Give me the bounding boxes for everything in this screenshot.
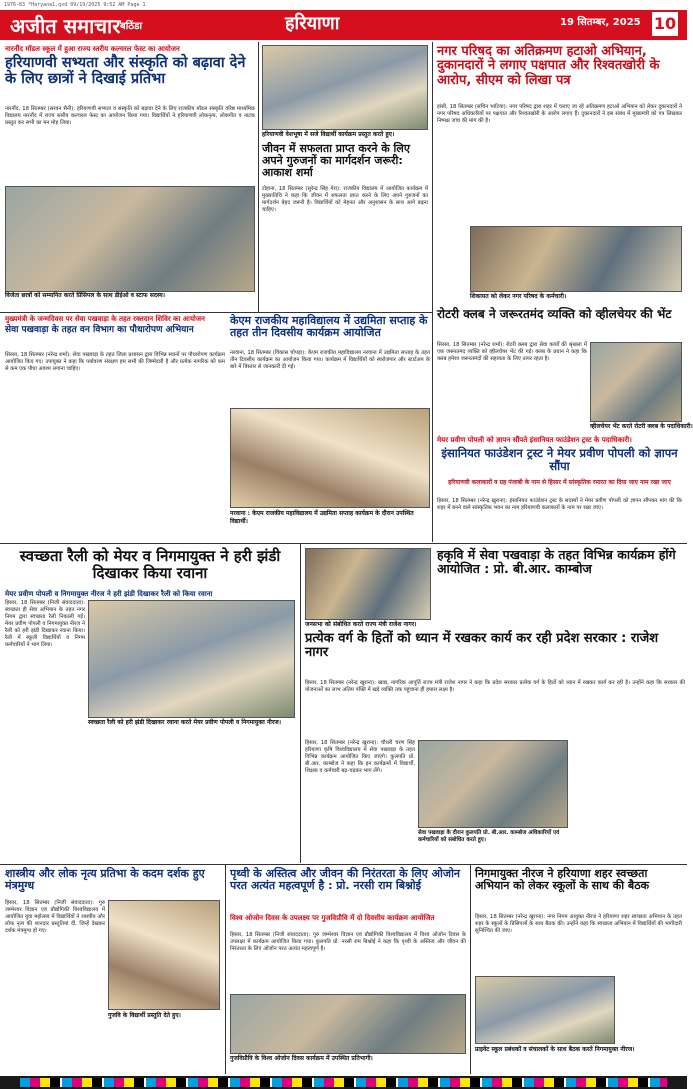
article-body: सिरसा, 18 सितम्बर (नरेन्द्र शर्मा): रोटरी क्लब द्वारा सेवा कार्यों की श्रृंखला में एक जरूरतमंद व्यक्ति को व्हीलचेयर भेंट की गई। क्लब के प्रधान ने कहा कि क्लब हमेशा जरूरतमंदों की सहायता के लिए तत्पर रहता है। — [437, 342, 587, 362]
article-body: हिसार, 18 सितम्बर (नरेन्द्र खुराना): चौधरी चरण सिंह हरियाणा कृषि विश्वविद्यालय में सेवा पखवाड़ा के तहत विभिन्न कार्यक्रम आयोजित किए जाएंगे। कुलपति प्रो. बी.आर. काम्बोज ने कहा कि इन कार्यक्रमों में विद्यार्थी, शिक्षक व कर्मचारी बढ़-चढ़कर भाग लेंगे। — [305, 740, 415, 774]
article-subhead: हरियाणवी कलाकारों व ग्रह पंजाबी के नाम से हिसार में सांस्कृतिक रमारत का दिया जाए नाम रखा जाए — [448, 479, 671, 486]
row-divider — [0, 312, 432, 313]
color-registration-marks — [20, 1078, 667, 1087]
page-number: 10 — [652, 12, 678, 36]
article-body: हिसार, 18 सितम्बर (नरेन्द्र खुराना): इंसानियत फाउंडेशन ट्रस्ट के सदस्यों ने मेयर प्रवीण पोपली को ज्ञापन सौंपकर मांग की कि शहर में बनने वाले सांस्कृतिक भवन का नाम हरियाणवी कलाकारों के नाम पर रखा जाए। — [437, 498, 682, 511]
photo-caption: गुजविप्रौवि के विश्व ओजोन दिवस कार्यक्रम में उपस्थित प्रतिभागी। — [230, 1055, 466, 1063]
article-body: हांसी, 18 सितम्बर (सचिन भाटिया): नगर परिषद द्वारा शहर में चलाए जा रहे अतिक्रमण हटाओ अभियान को लेकर दुकानदारों ने नगर परिषद अधिकारियों पर पक्षपात और रिश्वतखोरी के आरोप लगाए हैं। दुकानदारों ने इस संबंध में मुख्यमंत्री को पत्र लिखकर निष्पक्ष जांच की मांग की है। — [437, 104, 682, 124]
article-headline: नगर परिषद का अतिक्रमण हटाओ अभियान, दुकानदारों ने लगाए पक्षपात और रिश्वतखोरी के आरोप, सीएम को लिखा पत्र — [437, 44, 660, 88]
article-photo — [305, 548, 431, 620]
photo-caption: शिकायत को लेकर नगर परिषद के कर्मचारी। — [470, 293, 682, 301]
article-headline: हरियाणवी सभ्यता और संस्कृति को बढ़ावा देने के लिए छात्रों ने दिखाई प्रतिभा — [5, 55, 246, 87]
article-photo — [108, 900, 220, 1010]
article-headline: स्वच्छता रैली को मेयर व निगमायुक्त ने हरी झंडी दिखाकर किया रवाना — [19, 547, 281, 582]
article-body: नारनौंद, 18 सितम्बर (सरवन सैनी): हरियाणवी सभ्यता व संस्कृति को बढ़ावा देने के लिए राजकीय मॉडल संस्कृति वरिष्ठ माध्यमिक विद्यालय नारनौंद में राज्य स्तरीय कल्चरल फेस्ट का आयोजन किया गया। विद्यार्थियों ने हरियाणवी लोकनृत्य, लोकगीत व नाटक प्रस्तुत कर सभी का मन मोह लिया। — [5, 106, 255, 126]
article-photo — [5, 186, 255, 292]
article-body: सिरसा, 18 सितम्बर (नरेन्द्र शर्मा): सेवा पखवाड़ा के तहत जिला प्रशासन द्वारा विभिन्न स्थानों पर पौधारोपण कार्यक्रम आयोजित किए गए। उपायुक्त ने कहा कि पर्यावरण संरक्षण हम सभी की जिम्मेदारी है और प्रत्येक नागरिक को कम से कम एक पौधा अवश्य लगाना चाहिए। — [5, 352, 225, 372]
article-photo — [230, 408, 430, 508]
photo-caption: प्राइवेट स्कूल प्रबंधकों व संचालकों के साथ बैठक करते निगमायुक्त नीरज। — [475, 1046, 682, 1072]
article-body: हिसार, 18 सितम्बर (निजी संवाददाता): स्वच्छता ही सेवा अभियान के तहत नगर निगम द्वारा स्वच्छता रैली निकाली गई। मेयर प्रवीण पोपली व निगमायुक्त नीरज ने रैली को हरी झंडी दिखाकर रवाना किया। रैली में स्कूली विद्यार्थियों व निगम कर्मचारियों ने भाग लिया। — [5, 600, 85, 648]
article-headline: हकृवि में सेवा पखवाड़ा के तहत विभिन्न कार्यक्रम होंगे आयोजित : प्रो. बी.आर. काम्बोज — [437, 547, 676, 576]
article-body: हिसार, 18 सितम्बर (नरेन्द्र खुराना): नगर निगम आयुक्त नीरज ने हरियाणा शहर स्वच्छता अभियान के तहत शहर के स्कूलों के प्रिंसिपलों के साथ बैठक की। उन्होंने कहा कि स्वच्छता अभियान में विद्यार्थियों की भागीदारी सुनिश्चित की जाए। — [475, 914, 682, 934]
article-body: टोहाना, 18 सितम्बर (सुरेन्द्र सिंह गेरा): राजकीय विद्यालय में आयोजित कार्यक्रम में मुख्यातिथि ने कहा कि जीवन में सफलता प्राप्त करने के लिए अपने गुरुजनों का मार्गदर्शन बेहद जरूरी है। विद्यार्थियों को मेहनत और अनुशासन के साथ आगे बढ़ना चाहिए। — [262, 186, 428, 213]
photo-caption: सेवा पखवाड़ा के दौरान कुलपति प्रो. बी.आर. काम्बोज अधिकारियों एवं कर्मचारियों को संबोधित करते हुए। — [418, 830, 568, 854]
article-headline: सेवा पखवाड़ा के तहत वन विभाग का पौधारोपण अभियान — [5, 325, 194, 335]
photo-caption: नरवाना : केएम राजकीय महाविद्यालय में उद्यमिता सप्ताह कार्यक्रम के दौरान उपस्थित विद्यार्थी। — [230, 510, 430, 536]
article-body: हिसार, 18 सितम्बर (नरेन्द्र खुराना): खाद्य, नागरिक आपूर्ति राज्य मंत्री राजेश नागर ने कहा कि प्रदेश सरकार प्रत्येक वर्ग के हितों को ध्यान में रखकर कार्य कर रही है। उन्होंने कहा कि सरकार की योजनाओं का लाभ अंतिम पंक्ति में खड़े व्यक्ति तक पहुंचाना ही हमारा लक्ष्य है। — [305, 680, 685, 693]
article-headline: केएम राजकीय महाविद्यालय में उद्यमिता सप्ताह के तहत तीन दिवसीय कार्यक्रम आयोजित — [230, 314, 428, 340]
article-kicker: मेयर प्रवीण पोपली को ज्ञापन सौंपते इंसानियत फाउंडेशन ट्रस्ट के पदाधिकारी। — [437, 436, 632, 444]
article-kicker: मेयर प्रवीण पोपली व निगमायुक्त नीरज ने हरी झंडी दिखाकर रैली को किया रवाना — [5, 590, 213, 598]
article-kicker: नारनौंद मॉडल स्कूल में हुआ राज्य स्तरीय कल्चरल फेस्ट का आयोजन — [5, 45, 180, 53]
row-divider — [0, 543, 687, 544]
article-body: हिसार, 18 सितम्बर (निजी संवाददाता): गुरु जम्भेश्वर विज्ञान एवं प्रौद्योगिकी विश्वविद्यालय में आयोजित युवा महोत्सव में विद्यार्थियों ने शास्त्रीय और लोक नृत्य की शानदार प्रस्तुतियां दीं, जिन्हें देखकर दर्शक मंत्रमुग्ध हो गए। — [5, 900, 105, 934]
photo-caption: हरियाणवी वेशभूषा में सजे विद्यार्थी कार्यक्रम प्रस्तुत करते हुए। — [262, 131, 428, 139]
article-body: नरवाना, 18 सितम्बर (विकास चोपड़ा): केएम राजकीय महाविद्यालय नरवाना में उद्यमिता सप्ताह के तहत तीन दिवसीय कार्यक्रम का आयोजन किया गया। कार्यक्रम में विद्यार्थियों को स्वरोजगार और स्टार्टअप के बारे में विस्तार से जानकारी दी गई। — [230, 350, 430, 370]
article-headline: निगमायुक्त नीरज ने हरियाणा शहर स्वच्छता अभियान को लेकर स्कूलों के साथ की बैठक — [475, 867, 650, 893]
article-headline: जीवन में सफलता प्राप्त करने के लिए अपने गुरुजनों का मार्गदर्शन जरूरी: आकाश शर्मा — [262, 142, 410, 180]
row-divider — [0, 864, 687, 865]
article-body: हिसार, 18 सितम्बर (निजी संवाददाता): गुरु जम्भेश्वर विज्ञान एवं प्रौद्योगिकी विश्वविद्यालय में विश्व ओजोन दिवस के उपलक्ष्य में कार्यक्रम आयोजित किया गया। कुलपति प्रो. नरसी राम बिश्नोई ने कहा कि पृथ्वी के अस्तित्व और जीवन की निरंतरता के लिए ओजोन परत अत्यंत महत्वपूर्ण है। — [230, 932, 466, 952]
photo-caption: व्हीलचेयर भेंट करते रोटरी क्लब के पदाधिकारी। — [590, 423, 693, 430]
section-title: हरियाणा — [285, 13, 340, 34]
article-photo — [88, 600, 295, 718]
column-divider — [258, 42, 259, 312]
article-photo — [590, 342, 682, 422]
article-photo — [262, 45, 428, 130]
article-headline: पृथ्वी के अस्तित्व और जीवन की निरंतरता के लिए ओजोन परत अत्यंत महत्वपूर्ण है : प्रो. नरसी राम बिश्नोई — [230, 867, 461, 893]
column-divider — [300, 543, 301, 863]
article-headline: इंसानियत फाउंडेशन ट्रस्ट ने मेयर प्रवीण पोपली को ज्ञापन सौंपा — [441, 446, 678, 473]
column-divider — [470, 864, 471, 1074]
article-photo — [418, 740, 568, 828]
article-photo — [475, 976, 615, 1044]
edition-city: बठिंडा — [120, 21, 143, 32]
article-headline: रोटरी क्लब ने जरूरतमंद व्यक्ति को व्हीलचेयर की भेंट — [437, 307, 672, 321]
column-divider — [225, 864, 226, 1074]
photo-caption: गुजवि के विद्यार्थी प्रस्तुति देते हुए। — [108, 1012, 220, 1028]
photo-caption: जनसभा को संबोधित करते राज्य मंत्री राजेश नागर। — [305, 621, 431, 629]
article-kicker: विश्व ओजोन दिवस के उपलक्ष्य पर गुजविप्रौवि में दो दिवसीय कार्यक्रम आयोजित — [230, 914, 435, 922]
article-headline: शास्त्रीय और लोक नृत्य प्रतिभा के कदम दर्शक हुए मंत्रमुग्ध — [5, 867, 205, 893]
print-slug: 1976-83 *Haryana1.qxd 09/19/2025 9:52 AM Page 1 — [4, 2, 146, 8]
photo-caption: विजेता छात्रों को सम्मानित करते प्रिंसिपल के साथ डीईओ व स्टाफ सदस्य। — [5, 292, 255, 300]
article-headline: प्रत्येक वर्ग के हितों को ध्यान में रखकर कार्य कर रही प्रदेश सरकार : राजेश नागर — [305, 631, 659, 661]
article-kicker: मुख्यमंत्री के जन्मदिवस पर सेवा पखवाड़ा के तहत रक्तदान शिविर का आयोजन — [5, 315, 205, 323]
newspaper-brand: अजीत समाचार — [10, 14, 121, 38]
article-photo — [470, 226, 682, 292]
photo-caption: स्वच्छता रैली को हरी झंडी दिखाकर रवाना करते मेयर प्रवीण पोपली व निगमायुक्त नीरज। — [88, 719, 295, 735]
column-divider — [432, 42, 433, 542]
article-photo — [230, 994, 466, 1054]
issue-date: 19 सितम्बर, 2025 — [560, 17, 641, 28]
